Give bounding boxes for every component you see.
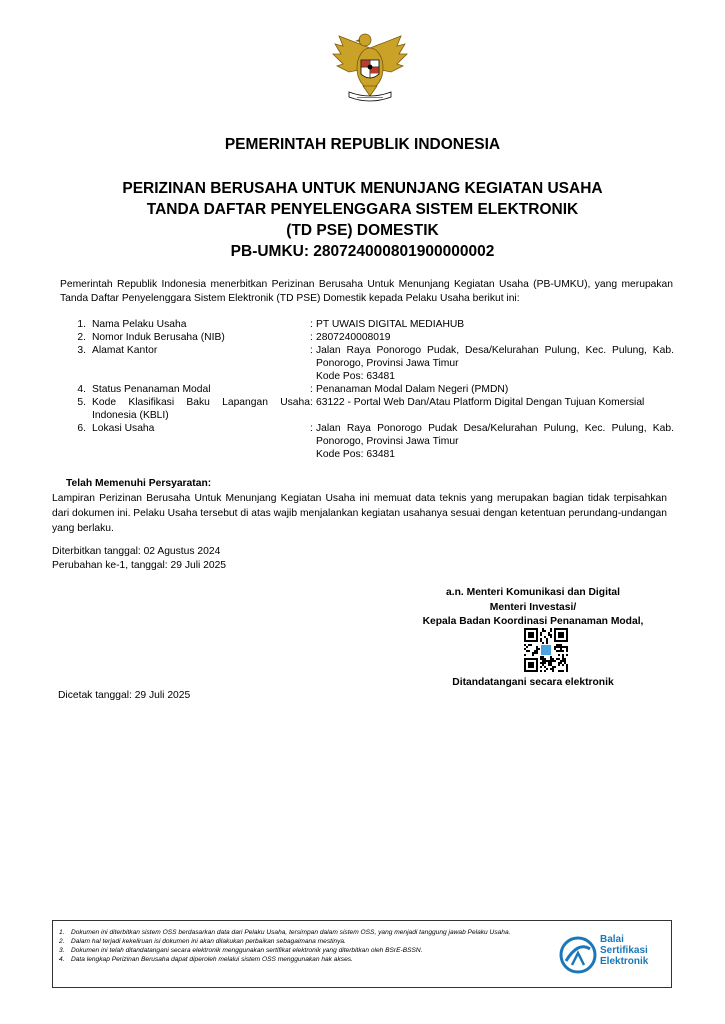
bsre-logo-text — [600, 934, 648, 967]
detail-label: Alamat Kantor — [92, 345, 158, 356]
bsre-logo — [558, 933, 664, 977]
detail-value: Penanaman Modal Dalam Negeri (PMDN) — [316, 384, 509, 395]
requirements-title: Telah Memenuhi Persyaratan: — [66, 478, 212, 489]
footer-note-number: 4. — [59, 956, 65, 963]
footer-note — [59, 937, 549, 946]
office-address-line: Jalan Raya Ponorogo Pudak, Desa/Kelurahan Pulung, Kec. Pulung, Kab. Ponorogo, Provinsi Jawa Timur — [316, 345, 674, 369]
footer-notes-list — [59, 928, 549, 964]
government-heading: PEMERINTAH REPUBLIK INDONESIA — [224, 136, 501, 153]
title-line-3: (TD PSE) DOMESTIK — [286, 222, 439, 239]
title-line-1: PERIZINAN BERUSAHA UNTUK MENUNJANG KEGIATAN USAHA — [122, 180, 603, 197]
kbli-label-line-1: Kode Klasifikasi Baku Lapangan Usaha — [92, 397, 310, 408]
requirements-text: Lampiran Perizinan Berusaha Untuk Menunjang Kegiatan Usaha ini memuat data teknis yang merupakan bagian tidak terpisahkan dari dokumen ini. Pelaku Usaha tersebut di atas wajib menjalankan kegiatan usahanya sesuai dengan ketentuan perundang-undangan yang berlaku. — [52, 493, 667, 534]
detail-separator: : — [310, 384, 313, 395]
signature-block — [400, 586, 666, 630]
logo-line-3: Elektronik — [600, 956, 649, 967]
footer-note-text: Dokumen ini telah ditandatangani secara elektronik menggunakan sertifikat elektronik yang diterbitkan oleh BSrE-BSSN. — [71, 947, 423, 954]
logo-line-1: Balai — [600, 934, 624, 945]
footer-note — [59, 946, 549, 955]
electronic-signature-note: Ditandatangani secara elektronik — [452, 677, 614, 688]
change-date: Perubahan ke-1, tanggal: 29 Juli 2025 — [52, 560, 227, 571]
logo-line-2: Sertifikasi — [600, 945, 648, 956]
issue-dates — [52, 545, 226, 573]
license-number: PB-UMKU: 280724000801900000002 — [230, 243, 495, 260]
detail-number: 6. — [77, 423, 86, 434]
footer-note-number: 2. — [59, 938, 65, 945]
signatory-line-1: a.n. Menteri Komunikasi dan Digital — [446, 587, 620, 598]
detail-number: 5. — [77, 397, 86, 408]
signatory-line-2: Menteri Investasi/ — [489, 601, 577, 613]
detail-row-kbli — [60, 396, 674, 422]
detail-value: 63122 - Portal Web Dan/Atau Platform Digital Dengan Tujuan Komersial — [316, 397, 645, 408]
footer-note — [59, 928, 549, 937]
detail-row-nib — [60, 331, 674, 344]
office-postal-code: Kode Pos: 63481 — [316, 371, 396, 382]
detail-label — [92, 396, 310, 422]
detail-label: Lokasi Usaha — [92, 423, 155, 434]
bsre-logo-icon — [558, 935, 598, 975]
kbli-label-line-2: Indonesia (KBLI) — [92, 410, 169, 421]
detail-value — [316, 422, 674, 461]
footer-note-text: Dokumen ini diterbitkan sistem OSS berdasarkan data dari Pelaku Usaha, tersimpan dalam sistem OSS, yang menjadi tanggung jawab Pelaku Usaha. — [71, 929, 511, 936]
detail-separator: : — [310, 345, 313, 356]
footer-note-text: Dalam hal terjadi kekeliruan isi dokumen ini akan dilakukan perbaikan sebagaimana mestinya. — [71, 938, 346, 945]
detail-label: Status Penanaman Modal — [92, 384, 211, 395]
qr-code-icon — [524, 628, 568, 672]
footer-note — [59, 955, 549, 964]
location-postal-code: Kode Pos: 63481 — [316, 449, 396, 460]
footer-note-number: 1. — [59, 929, 65, 936]
detail-label: Nomor Induk Berusaha (NIB) — [92, 332, 225, 343]
detail-separator: : — [310, 397, 313, 408]
detail-value: 2807240008019 — [316, 332, 391, 343]
printed-date: Dicetak tanggal: 29 Juli 2025 — [58, 690, 191, 701]
title-line-2: TANDA DAFTAR PENYELENGGARA SISTEM ELEKTRONIK — [146, 201, 579, 218]
detail-number: 2. — [77, 332, 86, 343]
detail-label: Nama Pelaku Usaha — [92, 319, 187, 330]
detail-row-business-location — [60, 422, 674, 461]
detail-number: 3. — [77, 345, 86, 356]
footer-note-number: 3. — [59, 947, 65, 954]
intro-paragraph: Pemerintah Republik Indonesia menerbitkan Perizinan Berusaha Untuk Menunjang Kegiatan Usaha (PB-UMKU), yang merupakan Tanda Daftar Penyelenggara Sistem Elektronik (TD PSE) Domestik kepada Pelaku Usaha berikut ini: — [60, 279, 673, 304]
footer-note-text: Data lengkap Perizinan Berusaha dapat diperoleh melalui sistem OSS menggunakan hak akses. — [71, 956, 353, 963]
detail-row-investment-status — [60, 383, 674, 396]
signatory-line-3: Kepala Badan Koordinasi Penanaman Modal, — [422, 616, 644, 627]
issued-date: Diterbitkan tanggal: 02 Agustus 2024 — [52, 546, 221, 557]
footer-notes-box — [52, 920, 672, 988]
detail-number: 1. — [77, 319, 86, 330]
location-address-line: Jalan Raya Ponorogo Pudak Desa/Kelurahan Pulung, Kec. Pulung, Kab. Ponorogo, Provinsi Jawa Timur — [316, 423, 674, 447]
business-details-list — [60, 318, 674, 461]
detail-row-office-address — [60, 344, 674, 383]
detail-value: PT UWAIS DIGITAL MEDIAHUB — [316, 319, 465, 330]
detail-separator: : — [310, 319, 313, 330]
detail-separator: : — [310, 423, 313, 434]
detail-row-name — [60, 318, 674, 331]
detail-separator: : — [310, 332, 313, 343]
detail-value — [316, 344, 674, 383]
garuda-emblem-icon — [331, 30, 409, 104]
detail-number: 4. — [77, 384, 86, 395]
